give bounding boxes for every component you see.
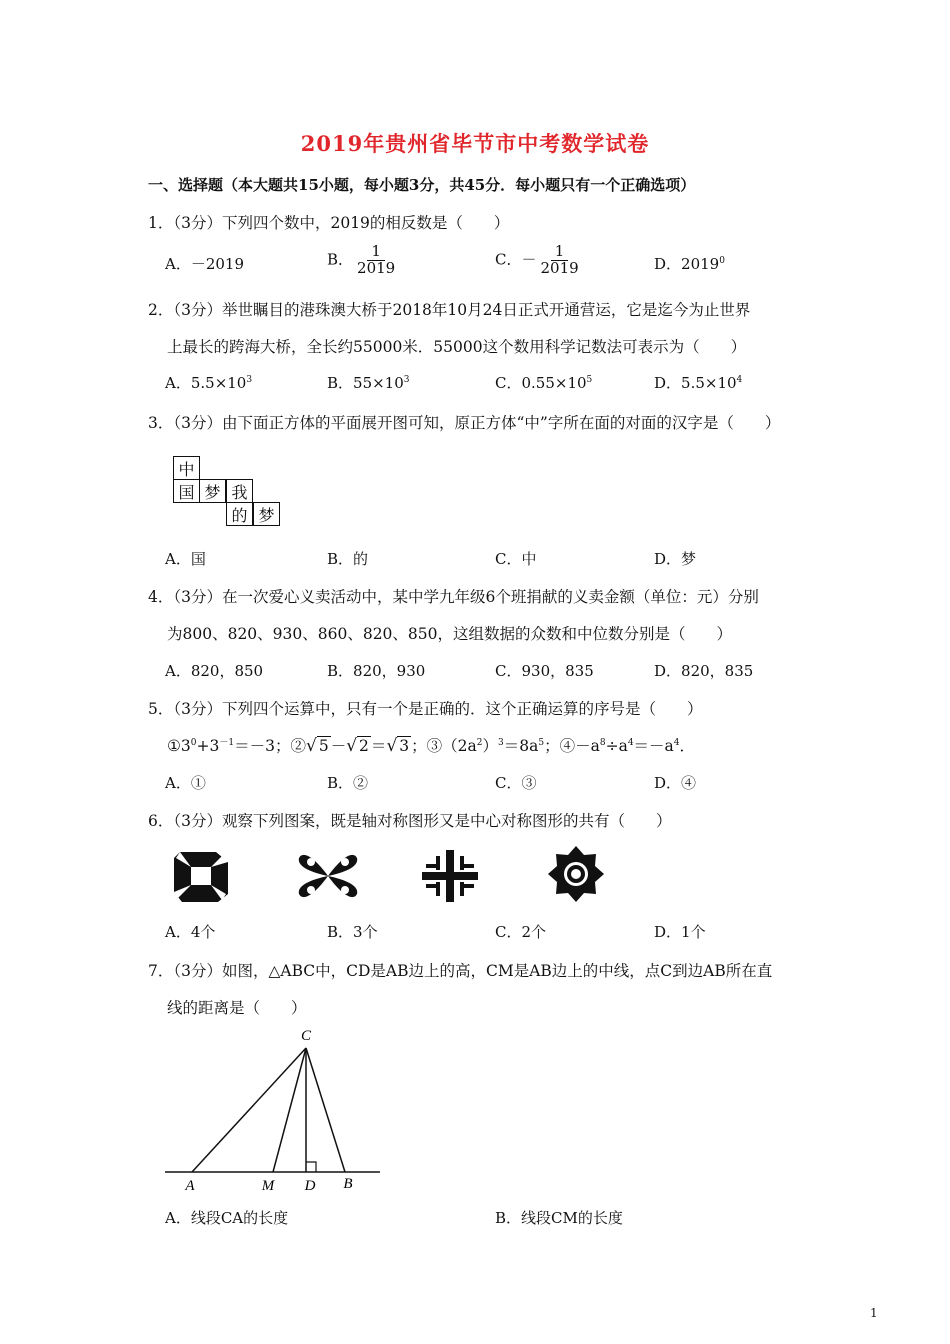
q5-e1d: －1 — [219, 737, 235, 748]
q2-c-exponent: 5 — [586, 375, 593, 385]
q6-stem: 6．（3分）观察下列图案，既是轴对称图形又是中心对称图形的共有（ ） — [148, 812, 672, 830]
q2-d-text: D．5.5×10 — [654, 374, 737, 392]
q3-option-a: A．国 — [165, 550, 206, 568]
net-cell-5: 的 — [226, 502, 253, 526]
q5-eq: ＝ — [370, 737, 387, 755]
net-cell-4: 我 — [226, 479, 253, 503]
label-m: M — [261, 1178, 275, 1194]
q5-e4b: 8 — [599, 737, 606, 748]
net-cell-2: 国 — [173, 479, 200, 503]
q1-c-numerator: 1 — [551, 244, 569, 261]
q5-m1: － — [330, 737, 347, 755]
q7-stem-line2: 线的距离是（ ） — [167, 999, 307, 1017]
q1-d-exponent: 0 — [719, 256, 725, 266]
label-d: D — [304, 1178, 316, 1194]
q6-option-d: D．1个 — [654, 923, 706, 941]
q5-e4d: 4 — [627, 737, 634, 748]
q6-option-a: A．4个 — [165, 923, 216, 941]
label-c: C — [300, 1028, 312, 1044]
q5-r1: 5 — [318, 737, 329, 755]
q2-b-text: B．55×10 — [327, 374, 404, 392]
q5-expressions — [167, 734, 695, 756]
net-cell-3: 梦 — [199, 479, 226, 503]
page-title: 2019年贵州省毕节市中考数学试卷 — [300, 131, 650, 156]
q1-option-d — [654, 253, 725, 274]
q1-b-label: B． — [327, 250, 354, 269]
q1-stem: 1．（3分）下列四个数中，2019的相反数是（ ） — [148, 214, 510, 232]
q7-stem-line1: 7．（3分）如图，△ABC中，CD是AB边上的高，CM是AB边上的中线，点C到边AB所在直 — [148, 962, 773, 980]
pinwheel-square-icon — [170, 848, 232, 904]
q5-e3b: 2 — [476, 737, 483, 748]
cross-lines-icon — [420, 848, 480, 904]
q5-e1c: +3 — [196, 737, 220, 755]
q2-b-exponent: 3 — [403, 375, 410, 385]
q5-e4f: 4 — [673, 737, 680, 748]
q5-e4e: ＝－a — [633, 737, 674, 755]
q5-stem: 5．（3分）下列四个运算中，只有一个是正确的．这个正确运算的序号是（ ） — [148, 700, 703, 718]
q1-d-text: D．2019 — [654, 255, 720, 273]
q5-r3: 3 — [399, 737, 410, 755]
q2-stem-line2: 上最长的跨海大桥，全长约55000米．55000这个数用科学记数法可表示为（ ） — [167, 338, 747, 356]
q2-option-d — [654, 372, 742, 393]
q7-option-a: A．线段CA的长度 — [165, 1209, 289, 1227]
q1-c-label: C．－ — [495, 250, 537, 269]
page-number: 1 — [870, 1306, 878, 1320]
q1-c-fraction — [536, 244, 582, 277]
q3-option-b: B．的 — [327, 550, 369, 568]
butterfly-pattern-icon — [295, 848, 361, 904]
q2-c-text: C．0.55×10 — [495, 374, 587, 392]
q4-option-a: A．820，850 — [165, 662, 264, 680]
q7-option-b: B．线段CM的长度 — [495, 1209, 623, 1227]
net-cell-1: 中 — [173, 456, 200, 480]
q2-option-b — [327, 372, 410, 393]
q2-option-a — [165, 372, 252, 393]
q5-e4g: ． — [679, 737, 696, 755]
triangle-figure — [160, 1022, 390, 1197]
q4-stem-line2: 为800、820、930、860、820、850，这组数据的众数和中位数分别是（ ） — [167, 625, 733, 643]
q5-e1a: ①3 — [167, 737, 191, 755]
q2-option-c — [495, 372, 592, 393]
q2-a-text: A．5.5×10 — [165, 374, 247, 392]
q1-b-denominator: 2019 — [357, 258, 396, 277]
q1-b-numerator: 1 — [367, 244, 385, 261]
q5-e3c: ） — [482, 737, 499, 755]
q4-stem-line1: 4．（3分）在一次爱心义卖活动中，某中学九年级6个班捐献的义卖金额（单位：元）分别 — [148, 588, 759, 606]
q5-option-c: C．③ — [495, 774, 537, 792]
sqrt-icon: √ — [386, 736, 398, 756]
q3-option-c: C．中 — [495, 550, 537, 568]
q1-option-c — [495, 244, 583, 277]
sqrt-icon: √ — [305, 736, 317, 756]
q1-c-denominator: 2019 — [540, 258, 579, 277]
segment-cb — [306, 1048, 345, 1172]
q5-r2: 2 — [359, 737, 369, 755]
q5-e4c: ÷a — [605, 737, 628, 755]
q4-option-b: B．820，930 — [327, 662, 426, 680]
q5-option-a: A．① — [165, 774, 206, 792]
q5-e3a: ；③（2a — [411, 737, 477, 755]
label-a: A — [185, 1178, 195, 1194]
q2-d-exponent: 4 — [736, 375, 743, 385]
q5-e1e: ＝－3；② — [234, 737, 306, 755]
q1-option-a: A．－2019 — [165, 255, 245, 273]
net-cell-6: 梦 — [253, 502, 280, 526]
q5-option-b: B．② — [327, 774, 369, 792]
q2-stem-line1: 2．（3分）举世瞩目的港珠澳大桥于2018年10月24日正式开通营运，它是迄今为止世界 — [148, 301, 751, 319]
q4-option-c: C．930，835 — [495, 662, 594, 680]
q5-e4a: ；④－a — [544, 737, 600, 755]
q5-e3e: ＝8a — [503, 737, 539, 755]
flower-star-icon — [546, 844, 606, 904]
section-heading: 一、选择题（本大题共15小题，每小题3分，共45分．每小题只有一个正确选项） — [148, 176, 696, 194]
q5-e1b: 0 — [190, 737, 197, 748]
q6-option-b: B．3个 — [327, 923, 378, 941]
q3-option-d: D．梦 — [654, 550, 697, 568]
q5-option-d: D．④ — [654, 774, 697, 792]
q6-option-c: C．2个 — [495, 923, 547, 941]
sqrt-icon: √ — [346, 736, 358, 756]
q4-option-d: D．820，835 — [654, 662, 754, 680]
q3-stem: 3．（3分）由下面正方体的平面展开图可知，原正方体“中”字所在面的对面的汉字是（ ） — [148, 414, 781, 432]
q1-option-b — [327, 244, 399, 277]
q1-b-fraction — [353, 244, 399, 277]
label-b: B — [343, 1176, 353, 1192]
q2-a-exponent: 3 — [246, 375, 253, 385]
q5-e3d: 3 — [498, 737, 504, 748]
right-angle-mark — [306, 1162, 316, 1172]
q5-e3f: 5 — [538, 737, 545, 748]
